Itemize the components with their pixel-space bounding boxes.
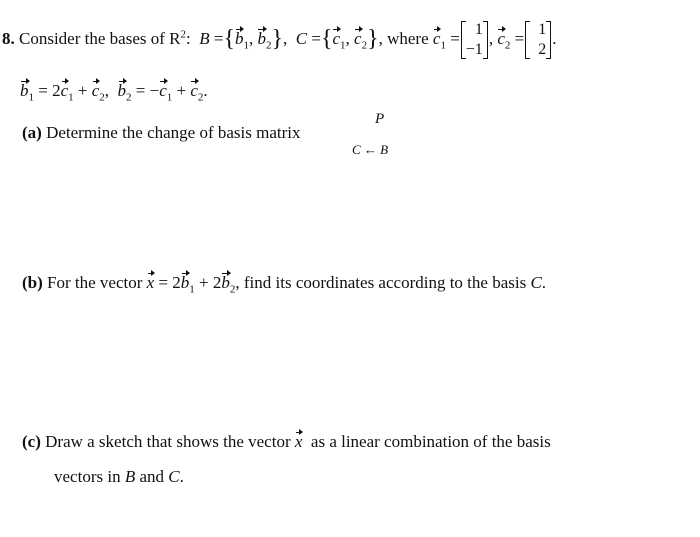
basis-b-name: B (199, 28, 210, 48)
part-a-text: Determine the change of basis matrix (46, 123, 301, 142)
c2-matrix (525, 20, 551, 60)
rel-c1-a: c (60, 81, 69, 100)
rel-c1-b: c (159, 81, 167, 100)
expr-b1: b (180, 273, 190, 292)
vector-b2: b (257, 28, 266, 48)
rel-b2: b (117, 81, 127, 100)
part-a-label: (a) (22, 123, 42, 142)
part-b-text: For the vector (47, 273, 143, 292)
vector-x-c: x (294, 432, 303, 451)
basis-relations: $b_1 = 2c_1 + c_2$, $b_2 = -c_1 + c_2$. (20, 81, 208, 104)
vector-c2: c (354, 28, 362, 48)
change-of-basis-symbol: P (375, 111, 385, 127)
expr-b2: b (221, 273, 230, 292)
c1-entry-2: −1 (465, 41, 483, 58)
where-text: , where (378, 28, 429, 48)
part-b: (b) For the vector $x = 2b_1 + 2b_2$, find its coordinates according to the basis C. (22, 273, 547, 296)
c2-entry-1: 1 (538, 21, 547, 38)
c1-entry-1: 1 (474, 21, 483, 38)
part-a (22, 122, 301, 144)
vector-c1: c (332, 28, 341, 48)
part-c-line-2: vectors in B and C. (54, 467, 184, 486)
basis-c-name: C (295, 28, 308, 48)
intro-text: Consider the bases of (19, 28, 165, 48)
vector-c1-def: c (432, 28, 441, 48)
problem-number: 8. (2, 28, 15, 48)
rel-b1: b (20, 81, 29, 100)
vector-c2-def: c (497, 28, 505, 48)
vector-x: x (146, 273, 155, 292)
part-c-label: (c) (22, 432, 41, 451)
c2-entry-2: 2 (538, 41, 547, 58)
part-b-label: (b) (22, 273, 43, 292)
space-symbol: $R^2$ (169, 28, 186, 48)
part-c-line-1: (c) Draw a sketch that shows the vector x as a linear combination of the basis (22, 432, 551, 451)
change-of-basis-subscript: C ← B (352, 142, 389, 157)
rel-c2-a: c (91, 81, 100, 100)
problem-statement: 8. Consider the bases of $R^2$: $B =\{b_1$, $b_2$}, $C =\{c_1$, $c_2$}, where $c_1$ = 1 −1 , $c_2$ = 1 2 . (2, 21, 557, 58)
rel-c2-b: c (190, 81, 198, 100)
vector-b1: b (234, 28, 244, 48)
c1-matrix (461, 20, 488, 60)
